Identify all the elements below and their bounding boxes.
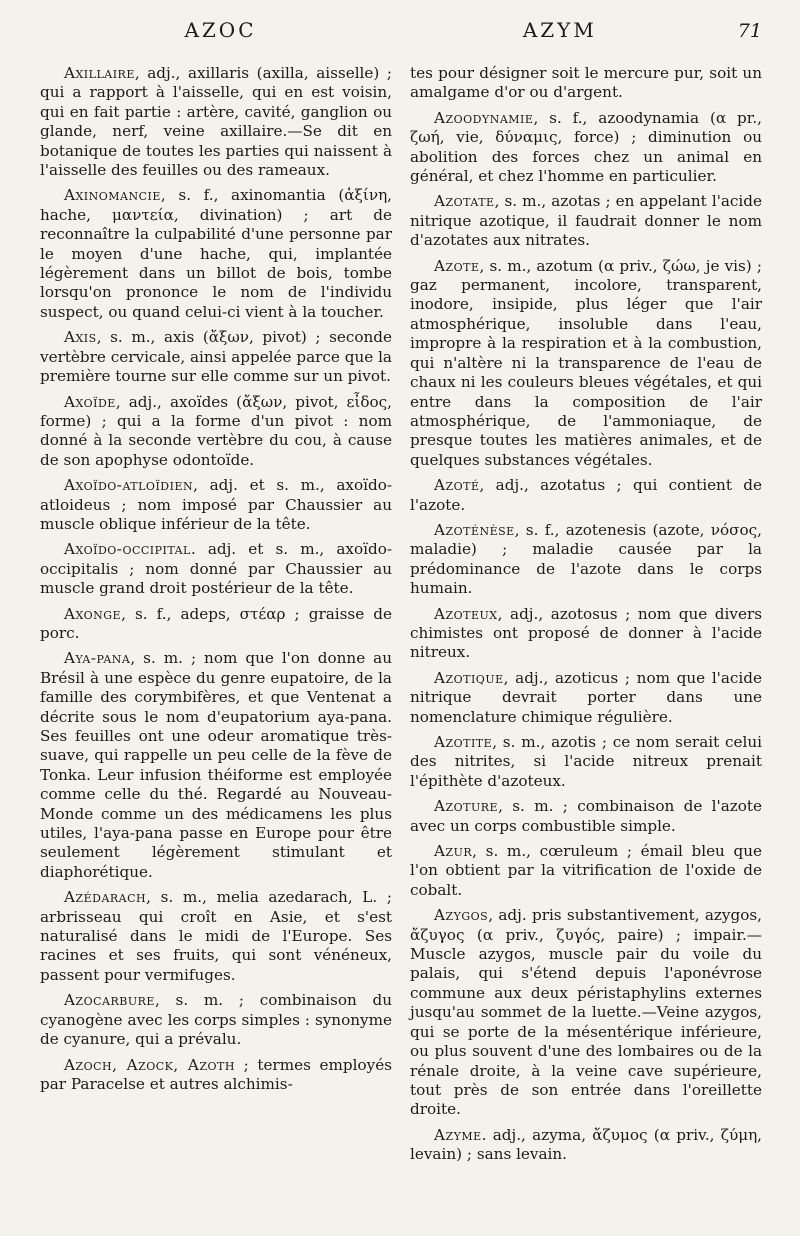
- entry-headword: Azédarach: [64, 888, 147, 907]
- entry-headword: Azyme: [434, 1125, 482, 1144]
- dictionary-entry: [410, 192, 762, 250]
- page-number: 71: [737, 20, 762, 42]
- dictionary-entry: [40, 649, 392, 882]
- entry-headword: Azoté: [434, 476, 480, 495]
- entry-text: . adj., azyma, ἄζυμος (α priv., ζύμη, levain) ; sans levain.: [410, 1125, 762, 1164]
- entry-headword: Axillaire: [64, 64, 135, 82]
- entry-text: , adj., axillaris (axilla, aisselle) ; qui a rapport à l'aisselle, qui en est voisin, qui en fait partie : artère, cavité, ganglion ou glande, nerf, veine axillaire.—Se dit en botanique de toutes les parties qui naissent à l'aisselle des feuilles ou des rameaux.: [40, 64, 392, 180]
- entry-headword: Azoture: [434, 797, 499, 816]
- entry-text: tes pour désigner soit le mercure pur, soit un amalgame d'or ou d'argent.: [410, 64, 762, 102]
- entry-text: , s. f., adeps, στέαρ ; graisse de porc.: [40, 604, 392, 642]
- entry-text: , s. m., axis (ἄξων, pivot) ; seconde vertèbre cervicale, ainsi appelée parce que la première tourne sur elle comme sur un pivot.: [40, 328, 392, 386]
- entry-text: , s. m. ; combinaison de l'azote avec un corps combustible simple.: [410, 797, 762, 835]
- entry-headword: Azygos: [434, 906, 489, 925]
- entry-headword: Azur: [434, 842, 473, 861]
- dictionary-entry: [410, 906, 762, 1119]
- entry-headword: Azoténèse: [434, 520, 515, 539]
- entry-headword: Azotique: [434, 668, 504, 687]
- entry-headword: Aya-pana: [64, 649, 131, 668]
- entry-text: , adj., axoïdes (ἄξων, pivot, εἶδος, forme) ; qui a la forme d'un pivot : nom donné à la seconde vertèbre du cou, à cause de son apophyse odontoïde.: [40, 392, 392, 469]
- entry-text: , adj., azotatus ; qui contient de l'azote.: [410, 476, 762, 514]
- dictionary-entry: [410, 1126, 762, 1165]
- entry-text: , s. m. ; combinaison du cyanogène avec les corps simples : synonyme de cyanure, qui a prévalu.: [40, 991, 392, 1049]
- entry-headword: Axis: [64, 328, 97, 347]
- dictionary-entry: [410, 476, 762, 515]
- dictionary-entry: [410, 64, 762, 103]
- entry-text: . adj. et s. m., axoïdo-occipitalis ; nom donné par Chaussier au muscle grand droit postérieur de la tête.: [40, 540, 392, 598]
- page-header: [40, 18, 762, 64]
- dictionary-entry: [40, 64, 392, 180]
- dictionary-entry: [410, 669, 762, 727]
- entry-text: ; termes employés par Paracelse et autres alchimis-: [40, 1055, 392, 1093]
- right-column: [410, 64, 762, 1171]
- text-columns: [40, 64, 762, 1171]
- entry-text: , s. m., azotis ; ce nom serait celui des nitrites, si l'acide nitreux prenait l'épithète d'azoteux.: [410, 733, 762, 790]
- entry-headword: Azoch, Azock, Azoth: [64, 1055, 235, 1074]
- dictionary-entry: [40, 476, 392, 534]
- entry-headword: Axoïdo-occipital: [64, 540, 191, 559]
- running-head-left: AZOC: [184, 18, 257, 42]
- entry-text: , adj., azotosus ; nom que divers chimistes ont proposé de donner à l'acide nitreux.: [410, 604, 762, 662]
- entry-headword: Axonge: [64, 604, 122, 623]
- dictionary-entry: [40, 393, 392, 471]
- entry-headword: Azotate: [434, 192, 495, 211]
- entry-headword: Axinomancie: [64, 186, 161, 205]
- dictionary-entry: [410, 605, 762, 663]
- dictionary-entry: [410, 733, 762, 791]
- entry-text: , s. f., azoodynamia (α pr., ζωή, vie, δύναμις, force) ; diminution ou abolition des forces chez un animal en général, et chez l'homme en particulier.: [410, 108, 762, 186]
- entry-headword: Azocarbure: [64, 991, 155, 1010]
- dictionary-entry: [40, 605, 392, 644]
- entry-text: , s. m., azotum (α priv., ζώω, je vis) ; gaz permanent, incolore, transparent, inodore, insipide, plus léger que l'air atmosphérique, insoluble dans l'eau, impropre à la respiration et à la combustion, qui n'altère ni la transparence de l'eau de chaux ni les couleurs bleues végétales, et qui entre dans la composition de l'air atmosphérique, de l'ammoniaque, de presque toutes les matières animales, et de quelques substances végétales.: [410, 256, 762, 469]
- entry-headword: Axoïdo-atloïdien: [64, 476, 194, 495]
- dictionary-entry: [40, 540, 392, 598]
- dictionary-entry: [40, 991, 392, 1049]
- entry-text: , adj. et s. m., axoïdo-atloideus ; nom imposé par Chaussier au muscle oblique inférieur de la tête.: [40, 476, 392, 533]
- entry-text: , s. f., axinomantia (ἀξίνη, hache, μαντεία, divination) ; art de reconnaître la culpabilité d'une personne par le moyen d'une hache, qui, implantée légèrement dans un billot de bois, tombe lorsqu'on prononce le nom de l'individu suspect, ou quand celui-ci vient à la toucher.: [40, 186, 392, 321]
- dictionary-entry: [410, 521, 762, 599]
- entry-text: , s. m., azotas ; en appelant l'acide nitrique azotique, il faudrait donner le nom d'azotates aux nitrates.: [410, 192, 762, 250]
- dictionary-entry: [40, 328, 392, 386]
- dictionary-entry: [410, 797, 762, 836]
- entry-headword: Axoïde: [64, 392, 116, 411]
- running-head-right: AZYM: [522, 18, 597, 42]
- dictionary-entry: [40, 1056, 392, 1095]
- left-column: [40, 64, 392, 1171]
- entry-text: , s. m., cœruleum ; émail bleu que l'on obtient par la vitrification de l'oxide de cobalt.: [410, 842, 762, 899]
- entry-text: , adj. pris substantivement, azygos, ἄζυγος (α priv., ζυγός, paire) ; impair.—Muscle azygos, muscle pair du voile du palais, qui s'étend depuis l'aponévrose commune aux deux péristaphylins externes jusqu'au sommet de la luette.—Veine azygos, qui se porte de la mésentérique inférieure, ou plus souvent d'une des lombaires ou de la rénale droite, à la veine cave supérieure, tout près de son entrée dans l'oreillette droite.: [410, 906, 762, 1119]
- dictionary-entry: [410, 842, 762, 900]
- dictionary-entry: [410, 109, 762, 187]
- entry-text: , s. m., melia azedarach, L. ; arbrisseau qui croît en Asie, et s'est naturalisé dans le midi de l'Europe. Ses racines et ses fruits, qui sont vénéneux, passent pour vermifuges.: [40, 888, 392, 984]
- entry-headword: Azoteux: [434, 604, 498, 623]
- entry-headword: Azote: [434, 256, 480, 275]
- entry-text: , s. f., azotenesis (azote, νόσος, maladie) ; maladie causée par la prédominance de l'azote dans le corps humain.: [410, 520, 762, 598]
- entry-text: , s. m. ; nom que l'on donne au Brésil à une espèce du genre eupatoire, de la famille des corymbifères, et que Ventenat a décrite sous le nom d'eupatorium aya-pana. Ses feuilles ont une odeur aromatique très-suave, qui rappelle un peu celle de la fève de Tonka. Leur infusion théiforme est employée comme celle du thé. Regardé au Nouveau-Monde comme un des médicamens les plus utiles, l'aya-pana passe en Europe pour être seulement légèrement stimulant et diaphorétique.: [40, 649, 392, 881]
- dictionary-entry: [40, 186, 392, 322]
- entry-headword: Azotite: [434, 733, 493, 751]
- entry-text: , adj., azoticus ; nom que l'acide nitrique devrait porter dans une nomenclature chimique régulière.: [410, 668, 762, 726]
- dictionary-entry: [410, 257, 762, 470]
- entry-headword: Azoodynamie: [434, 108, 534, 127]
- dictionary-entry: [40, 888, 392, 985]
